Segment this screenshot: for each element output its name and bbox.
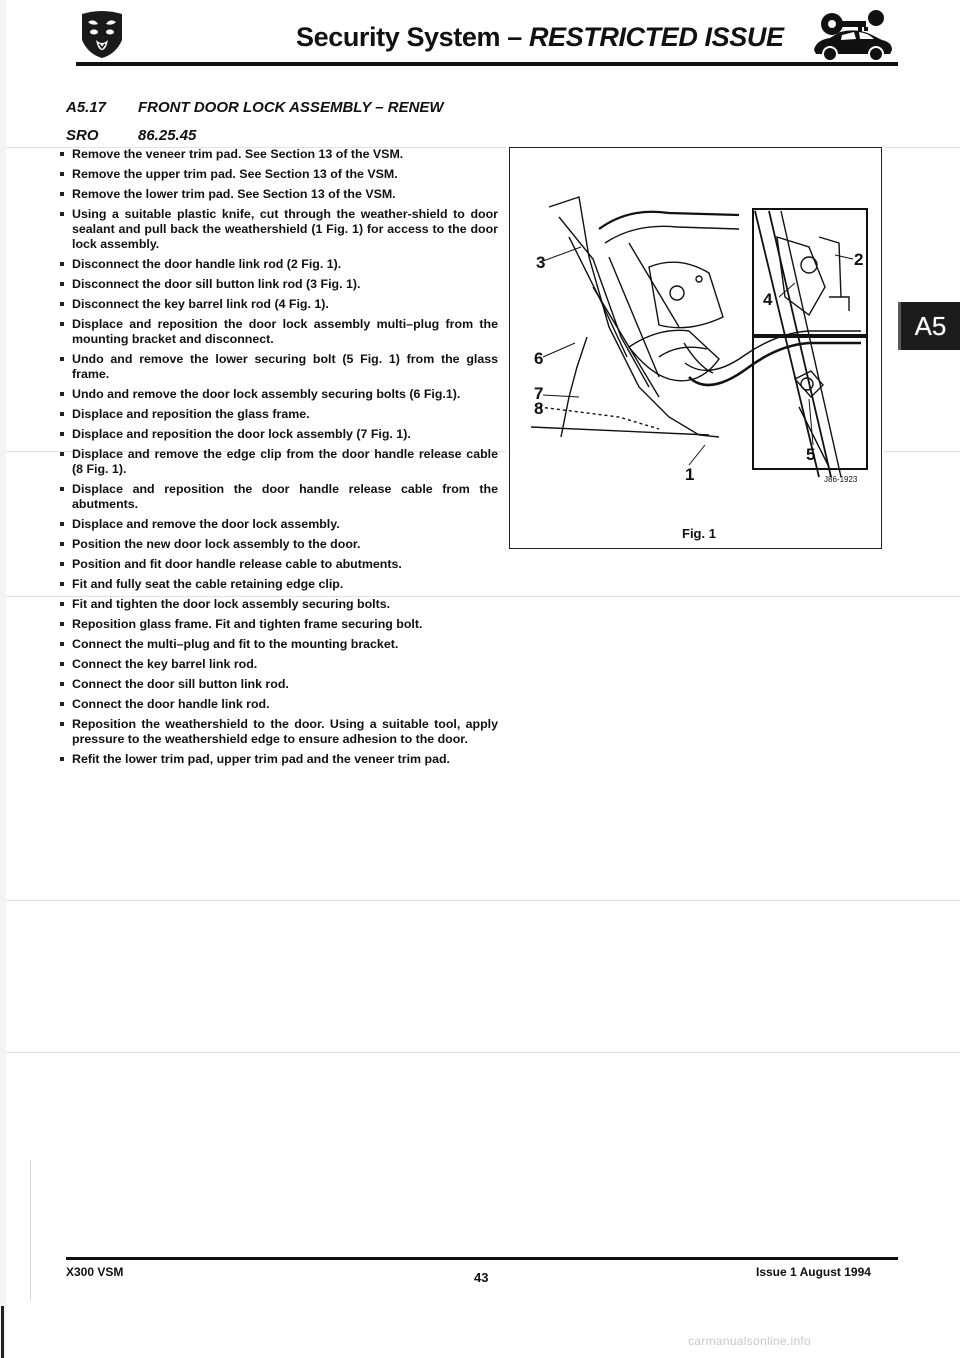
- procedure-step: Position the new door lock assembly to the door.: [58, 537, 498, 552]
- callout-4: 4: [763, 290, 773, 309]
- callout-2: 2: [854, 250, 864, 269]
- procedure-step: Remove the upper trim pad. See Section 13 of the VSM.: [58, 167, 498, 182]
- door-lock-illustration: [509, 147, 882, 549]
- procedure-step: Displace and reposition the door lock assembly multi–plug from the mounting bracket and disconnect.: [58, 317, 498, 347]
- callout-7: 7: [534, 384, 544, 403]
- procedure-step: Disconnect the door handle link rod (2 Fig. 1).: [58, 257, 498, 272]
- section-code: A5.17: [66, 99, 107, 116]
- figure-caption: Fig. 1: [682, 526, 716, 541]
- procedure-step: Fit and fully seat the cable retaining edge clip.: [58, 577, 498, 592]
- procedure-step: Fit and tighten the door lock assembly securing bolts.: [58, 597, 498, 612]
- sro-code: 86.25.45: [138, 127, 197, 144]
- header-title-main: Security System –: [296, 22, 529, 52]
- section-title: FRONT DOOR LOCK ASSEMBLY – RENEW: [138, 99, 444, 116]
- callout-3: 3: [536, 253, 546, 272]
- scan-line: [6, 900, 960, 901]
- procedure-steps: [58, 147, 498, 772]
- procedure-step: Undo and remove the door lock assembly securing bolts (6 Fig.1).: [58, 387, 498, 402]
- procedure-step: Displace and reposition the glass frame.: [58, 407, 498, 422]
- procedure-step: Reposition glass frame. Fit and tighten frame securing bolt.: [58, 617, 498, 632]
- footer-issue-date: Issue 1 August 1994: [756, 1265, 871, 1279]
- procedure-step: Undo and remove the lower securing bolt (5 Fig. 1) from the glass frame.: [58, 352, 498, 382]
- car-key-icon: [810, 8, 894, 64]
- procedure-step: Displace and reposition the door handle release cable from the abutments.: [58, 482, 498, 512]
- callout-5: 5: [806, 445, 816, 464]
- drawing-reference: J86-1923: [824, 475, 858, 484]
- callout-8: 8: [534, 399, 544, 418]
- jaguar-head-logo: [76, 10, 128, 60]
- section-tab: [898, 302, 960, 350]
- section-tab-label: A5: [914, 311, 947, 341]
- procedure-step: Displace and reposition the door lock assembly (7 Fig. 1).: [58, 427, 498, 442]
- scan-line: [30, 1160, 31, 1300]
- procedure-step: Disconnect the key barrel link rod (4 Fig. 1).: [58, 297, 498, 312]
- header-rule: [76, 62, 898, 66]
- procedure-step: Connect the door sill button link rod.: [58, 677, 498, 692]
- procedure-step: Displace and remove the door lock assembly.: [58, 517, 498, 532]
- procedure-step: Disconnect the door sill button link rod (3 Fig. 1).: [58, 277, 498, 292]
- procedure-step: Displace and remove the edge clip from the door handle release cable (8 Fig. 1).: [58, 447, 498, 477]
- page-number: 43: [474, 1270, 489, 1285]
- procedure-step: Connect the key barrel link rod.: [58, 657, 498, 672]
- site-watermark: carmanualsonline.info: [688, 1334, 812, 1348]
- binding-edge: [0, 0, 6, 1358]
- header-title-emphasis: RESTRICTED ISSUE: [528, 22, 784, 52]
- procedure-step: Refit the lower trim pad, upper trim pad and the veneer trim pad.: [58, 752, 498, 767]
- scan-line: [6, 1052, 960, 1053]
- scan-line: [884, 451, 960, 452]
- sro-label: SRO: [66, 127, 99, 144]
- header-title: [296, 22, 784, 53]
- procedure-step: Connect the multi–plug and fit to the mounting bracket.: [58, 637, 498, 652]
- scan-line: [884, 147, 960, 148]
- callout-1: 1: [685, 465, 695, 484]
- procedure-step: Remove the veneer trim pad. See Section 13 of the VSM.: [58, 147, 498, 162]
- procedure-step: Connect the door handle link rod.: [58, 697, 498, 712]
- procedure-step: Reposition the weathershield to the door. Using a suitable tool, apply pressure to the weathershield edge to ensure adhesion to the door.: [58, 717, 498, 747]
- callout-6: 6: [534, 349, 544, 368]
- procedure-step: Using a suitable plastic knife, cut through the weather-shield to door sealant and pull back the weathershield (1 Fig. 1) for access to the door lock assembly.: [58, 207, 498, 252]
- procedure-step: Remove the lower trim pad. See Section 13 of the VSM.: [58, 187, 498, 202]
- procedure-step: Position and fit door handle release cable to abutments.: [58, 557, 498, 572]
- footer-rule: [66, 1257, 898, 1260]
- footer-manual-name: X300 VSM: [66, 1265, 124, 1279]
